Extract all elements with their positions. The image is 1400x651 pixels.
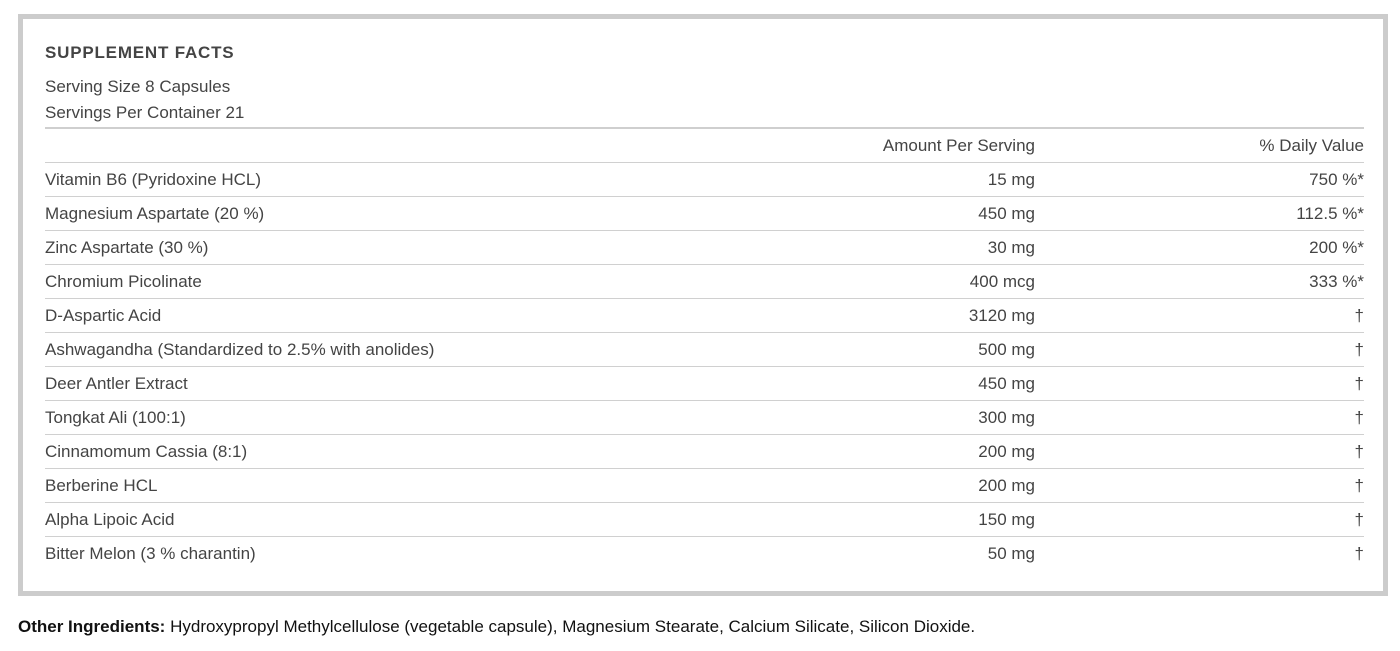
table-header-row — [45, 128, 1364, 163]
table-row — [45, 401, 1364, 435]
table-row — [45, 469, 1364, 503]
table-row — [45, 265, 1364, 299]
ingredient-name: Bitter Melon (3 % charantin) — [45, 537, 705, 571]
ingredient-amount: 450 mg — [705, 367, 1035, 401]
ingredient-name: Zinc Aspartate (30 %) — [45, 231, 705, 265]
table-row — [45, 197, 1364, 231]
table-row — [45, 537, 1364, 571]
ingredient-amount: 15 mg — [705, 163, 1035, 197]
table-row — [45, 299, 1364, 333]
table-row — [45, 503, 1364, 537]
ingredient-daily-value: † — [1035, 401, 1364, 435]
ingredient-daily-value: † — [1035, 333, 1364, 367]
ingredient-name: Berberine HCL — [45, 469, 705, 503]
facts-table — [45, 127, 1364, 570]
ingredient-amount: 3120 mg — [705, 299, 1035, 333]
ingredient-name: Deer Antler Extract — [45, 367, 705, 401]
ingredient-daily-value: † — [1035, 367, 1364, 401]
ingredient-amount: 500 mg — [705, 333, 1035, 367]
ingredient-name: Ashwagandha (Standardized to 2.5% with anolides) — [45, 333, 705, 367]
ingredient-daily-value: † — [1035, 435, 1364, 469]
ingredient-name: D-Aspartic Acid — [45, 299, 705, 333]
daily-value-column-header: % Daily Value — [1035, 128, 1364, 163]
ingredient-daily-value: † — [1035, 469, 1364, 503]
ingredient-daily-value: 112.5 %* — [1035, 197, 1364, 231]
other-ingredients-label: Other Ingredients: — [18, 617, 166, 636]
other-ingredients-text: Hydroxypropyl Methylcellulose (vegetable capsule), Magnesium Stearate, Calcium Silicate, Silicon Dioxide. — [165, 617, 976, 636]
table-row — [45, 435, 1364, 469]
ingredient-amount: 300 mg — [705, 401, 1035, 435]
serving-size: Serving Size 8 Capsules — [45, 77, 231, 96]
ingredient-name: Tongkat Ali (100:1) — [45, 401, 705, 435]
ingredient-daily-value: 200 %* — [1035, 231, 1364, 265]
ingredient-name: Vitamin B6 (Pyridoxine HCL) — [45, 163, 705, 197]
ingredient-daily-value: † — [1035, 299, 1364, 333]
table-row — [45, 163, 1364, 197]
ingredient-amount: 30 mg — [705, 231, 1035, 265]
ingredient-daily-value: † — [1035, 503, 1364, 537]
table-row — [45, 333, 1364, 367]
table-row — [45, 231, 1364, 265]
ingredient-name: Chromium Picolinate — [45, 265, 705, 299]
ingredient-daily-value: † — [1035, 537, 1364, 571]
supplement-facts-panel — [18, 14, 1388, 596]
ingredient-amount: 200 mg — [705, 469, 1035, 503]
ingredient-daily-value: 750 %* — [1035, 163, 1364, 197]
table-row — [45, 367, 1364, 401]
ingredient-amount: 200 mg — [705, 435, 1035, 469]
amount-column-header: Amount Per Serving — [705, 128, 1035, 163]
other-ingredients — [18, 617, 1388, 637]
ingredient-name: Magnesium Aspartate (20 %) — [45, 197, 705, 231]
servings-per-container: Servings Per Container 21 — [45, 103, 245, 122]
ingredient-amount: 150 mg — [705, 503, 1035, 537]
ingredient-amount: 50 mg — [705, 537, 1035, 571]
ingredient-amount: 450 mg — [705, 197, 1035, 231]
panel-title: SUPPLEMENT FACTS — [45, 43, 235, 62]
ingredient-daily-value: 333 %* — [1035, 265, 1364, 299]
ingredient-amount: 400 mcg — [705, 265, 1035, 299]
ingredient-column-header — [45, 128, 705, 163]
ingredient-name: Alpha Lipoic Acid — [45, 503, 705, 537]
ingredient-name: Cinnamomum Cassia (8:1) — [45, 435, 705, 469]
